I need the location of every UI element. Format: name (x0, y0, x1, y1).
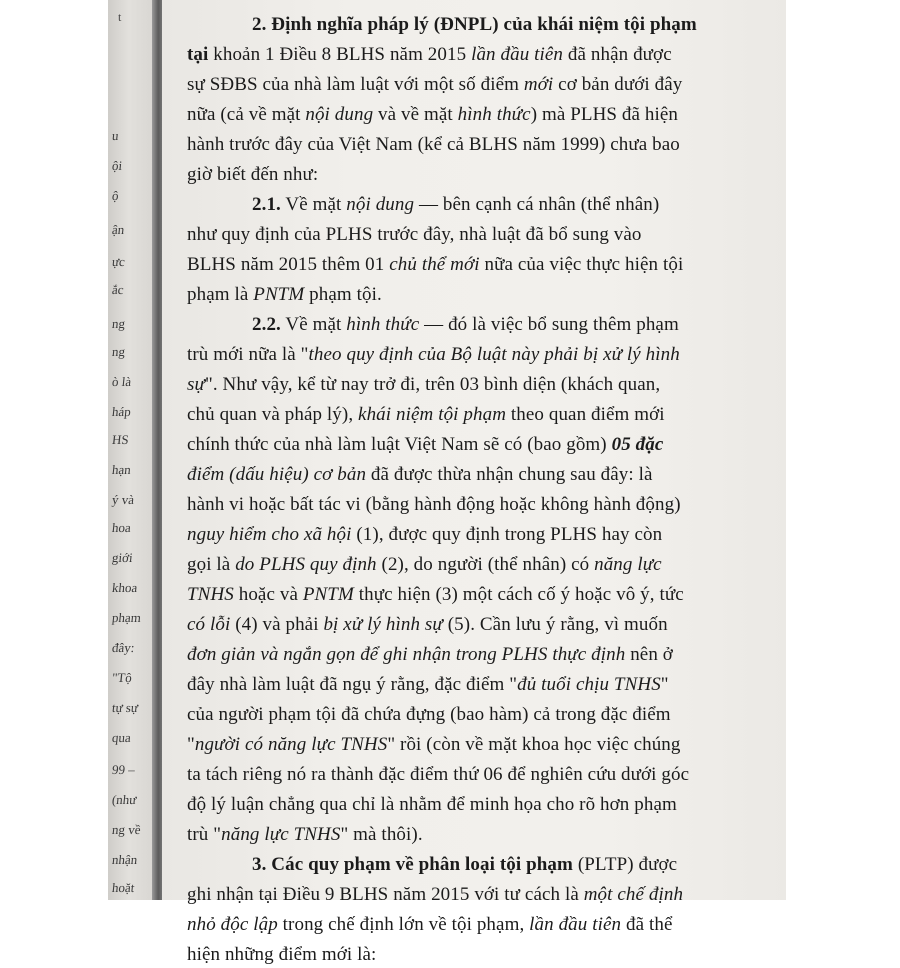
margin-fragment: phạm (111, 610, 142, 625)
text-span: Về mặt (280, 194, 347, 215)
text-span: năng lực TNHS (221, 824, 341, 845)
margin-fragment: ội (111, 158, 123, 173)
margin-fragment: ng về (111, 822, 142, 837)
text-span: do PLHS quy định (235, 554, 377, 575)
text-span: hình thức (457, 104, 531, 125)
text-line (187, 882, 683, 908)
text-span: " rồi (còn về mặt khoa học việc chúng (387, 734, 681, 755)
text-span: thực hiện (3) một cách cố ý hoặc vô ý, tức (353, 584, 684, 605)
text-line (187, 522, 662, 548)
margin-fragment: qua (111, 730, 132, 745)
text-line (252, 12, 697, 38)
text-span: khoản 1 Điều 8 BLHS năm 2015 (208, 44, 472, 65)
margin-fragment: ò là (111, 374, 132, 389)
text-line (187, 642, 673, 668)
text-line (187, 402, 665, 428)
text-span: nội dung (305, 104, 374, 125)
text-span: nguy hiểm cho xã hội (187, 524, 352, 545)
text-span: hoặc và (233, 584, 303, 605)
text-span: (4) và phải (230, 614, 324, 635)
text-span: ghi nhận tại Điều 9 BLHS năm 2015 với tư cách là (187, 884, 584, 905)
text-span: — bên cạnh cá nhân (thể nhân) (414, 194, 660, 215)
text-line (187, 612, 668, 638)
text-line (187, 672, 669, 698)
text-span: tại (187, 44, 209, 65)
text-span: nội dung (346, 194, 415, 215)
margin-fragment: "Tộ (111, 670, 133, 685)
text-span: bị xử lý hình sự (323, 614, 443, 635)
page-right-background (786, 0, 900, 900)
text-span: (PLTP) được (572, 854, 678, 875)
margin-fragment: tự sự (111, 700, 139, 715)
text-line (252, 192, 659, 218)
section-heading: 2. Định nghĩa pháp lý (ĐNPL) của khái niệm tội phạm (252, 14, 697, 35)
section-heading: 3. Các quy phạm về phân loại tội phạm (252, 854, 573, 875)
text-line (187, 252, 683, 278)
text-line (187, 102, 678, 128)
subsection-number: 2.2. (252, 314, 281, 335)
text-span: đây nhà làm luật đã ngụ ý rằng, đặc điểm " (187, 674, 518, 695)
text-span: — đó là việc bổ sung thêm phạm (419, 314, 679, 335)
text-line: độ lý luận chẳng qua chỉ là nhằm để minh họa cho rõ hơn phạm (187, 794, 677, 815)
text-span: và về mặt (373, 104, 458, 125)
text-span: (2), do người (thể nhân) có (376, 554, 595, 575)
text-line (252, 852, 677, 878)
margin-fragment: ộ (111, 188, 120, 203)
text-span: Về mặt (280, 314, 347, 335)
text-span: đã nhận được (563, 44, 672, 65)
text-span: một chế định (583, 884, 684, 905)
text-line (187, 432, 663, 458)
text-span: gọi là (187, 554, 236, 575)
margin-fragment: háp (111, 404, 132, 419)
text-span: chủ thể mới (389, 254, 480, 275)
text-span: trong chế định lớn về tội phạm, (277, 914, 530, 935)
text-line (187, 582, 684, 608)
text-span: nhỏ độc lập (187, 914, 278, 935)
text-line: hành vi hoặc bất tác vi (bằng hành động hoặc không hành động) (187, 494, 681, 515)
text-span: đủ tuổi chịu TNHS (517, 674, 661, 695)
text-line (187, 732, 681, 758)
text-span: (1), được quy định trong PLHS hay còn (351, 524, 663, 545)
text-span: PNTM (253, 284, 305, 305)
text-line (187, 342, 680, 368)
text-span: nữa (cả về mặt (187, 104, 306, 125)
margin-fragment: hạn (111, 462, 132, 477)
text-line (187, 552, 662, 578)
margin-fragment: ng (111, 344, 126, 359)
text-span: theo quy định của Bộ luật này phải bị xử lý hình (308, 344, 680, 365)
margin-fragment: ực (111, 254, 126, 269)
text-span: hình thức (346, 314, 420, 335)
text-span: trù mới nữa là " (187, 344, 309, 365)
text-line (187, 372, 660, 398)
text-line: ta tách riêng nó ra thành đặc điểm thứ 06 để nghiên cứu dưới góc (187, 764, 690, 785)
text-span: nữa của việc thực hiện tội (479, 254, 684, 275)
text-span: mới (523, 74, 554, 95)
text-span: lần đầu tiên (471, 44, 564, 65)
text-span: có lỗi (187, 614, 231, 635)
text-span: (5). Cần lưu ý rằng, vì muốn (442, 614, 668, 635)
text-span: lần đầu tiên (529, 914, 622, 935)
text-line (187, 72, 682, 98)
text-span: " mà thôi). (340, 824, 423, 845)
subsection-number: 2.1. (252, 194, 281, 215)
text-span: " (660, 674, 669, 695)
margin-fragment: nhận (111, 852, 139, 867)
corner-mark: t (118, 10, 122, 24)
margin-fragment: khoa (111, 580, 139, 595)
text-line: hiện những điểm mới là: (187, 944, 377, 965)
text-span: năng lực (594, 554, 662, 575)
margin-fragment: ắc (111, 282, 125, 297)
margin-fragment: ng (111, 316, 126, 331)
text-span: ) mà PLHS đã hiện (530, 104, 679, 125)
text-span: " (187, 734, 195, 755)
text-span: phạm tội. (304, 284, 382, 305)
text-span: theo quan điểm mới (506, 404, 665, 425)
text-span: TNHS (187, 584, 234, 605)
text-span: đã thể (621, 914, 673, 935)
margin-fragment: HS (111, 432, 130, 447)
text-span: đã được thừa nhận chung sau đây: là (366, 464, 653, 485)
margin-fragment: (như (111, 792, 138, 807)
text-span: ". Như vậy, kể từ nay trở đi, trên 03 bình diện (khách quan, (204, 374, 661, 395)
margin-fragment: hoặt (111, 880, 136, 895)
text-span: trù " (187, 824, 222, 845)
text-line (187, 462, 653, 488)
text-line (187, 282, 382, 308)
text-span: người có năng lực TNHS (194, 734, 388, 755)
margin-fragment: u (111, 128, 120, 143)
margin-fragment: ận (111, 222, 126, 237)
text-line: giờ biết đến như: (187, 164, 319, 185)
text-span: điểm (dấu hiệu) cơ bản (187, 464, 367, 485)
margin-fragment: ý và (111, 492, 135, 507)
text-line: của người phạm tội đã chứa đựng (bao hàm) cả trong đặc điểm (187, 704, 671, 725)
text-span: PNTM (302, 584, 354, 605)
text-span: cơ bản dưới đây (553, 74, 683, 95)
text-line: hành trước đây của Việt Nam (kể cả BLHS năm 1999) chưa bao (187, 134, 680, 155)
text-line (187, 822, 423, 848)
text-span: sự (187, 374, 205, 395)
text-span: 05 đặc (611, 434, 664, 455)
text-line (252, 312, 679, 338)
text-span: BLHS năm 2015 thêm 01 (187, 254, 390, 275)
text-line: như quy định của PLHS trước đây, nhà luật đã bổ sung vào (187, 224, 642, 245)
text-span: nên ở (625, 644, 673, 665)
text-line (187, 42, 672, 68)
margin-fragment: hoa (111, 520, 132, 535)
book-page (162, 0, 788, 965)
text-span: khái niệm tội phạm (358, 404, 507, 425)
margin-fragment: 99 – (111, 762, 136, 777)
margin-fragment: giới (111, 550, 134, 565)
text-span: phạm là (187, 284, 254, 305)
text-line (187, 912, 673, 938)
text-span: chủ quan và pháp lý), (187, 404, 359, 425)
text-span: sự SĐBS của nhà làm luật với một số điểm (187, 74, 524, 95)
text-span: chính thức của nhà làm luật Việt Nam sẽ có (bao gồm) (187, 434, 612, 455)
text-span: đơn giản và ngắn gọn để ghi nhận trong PLHS thực định (187, 644, 626, 665)
margin-fragment: đây: (111, 640, 136, 655)
